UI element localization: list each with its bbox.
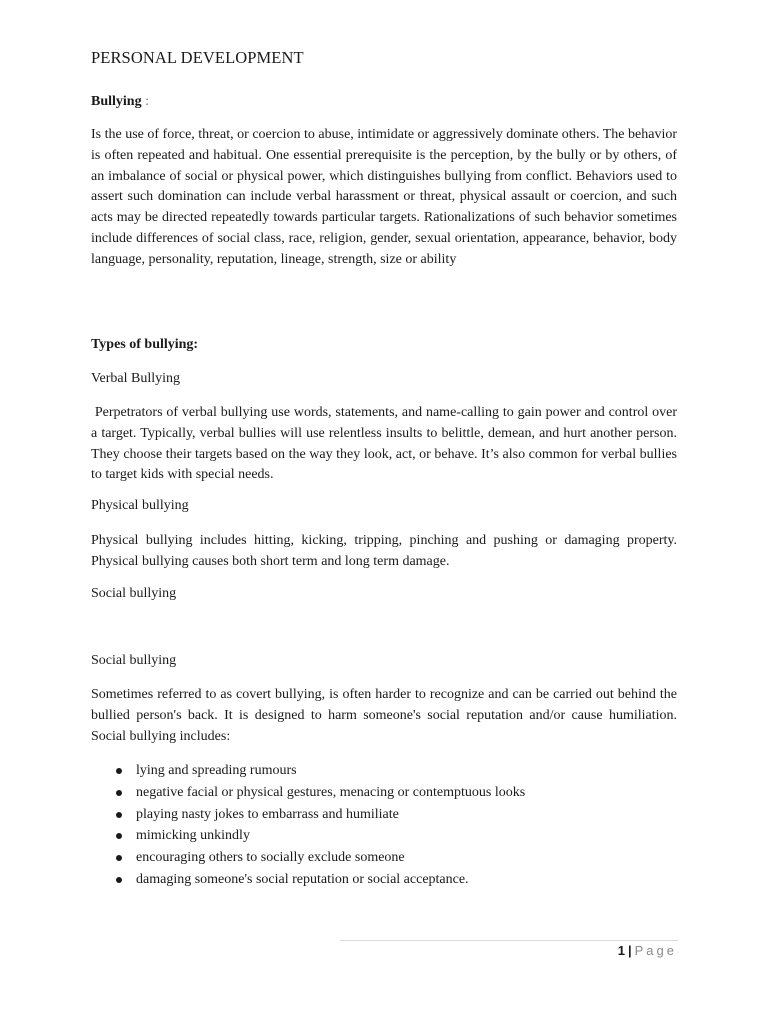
list-item: [112, 760, 525, 782]
list-item: [112, 847, 525, 869]
list-item-text: playing nasty jokes to embarrass and humiliate: [136, 806, 399, 822]
physical-bullying-text: Physical bullying includes hitting, kicking, tripping, pinching and pushing or damaging property. Physical bullying causes both short term and long term damage.: [91, 533, 677, 569]
list-item-text: lying and spreading rumours: [136, 763, 297, 778]
page-label: Page: [634, 943, 677, 958]
bullet-icon: [116, 812, 122, 818]
bullet-icon: [116, 790, 122, 796]
verbal-bullying-heading: Verbal Bullying: [91, 371, 181, 386]
physical-bullying-heading: Physical bullying: [91, 498, 189, 513]
list-item: [112, 804, 525, 826]
social-bullying-text: Sometimes referred to as covert bullying, is often harder to recognize and can be carried out behind the bullied person's back. It is designed to harm someone's social reputation and/or cause humiliation. Social bullying includes:: [91, 687, 677, 744]
bullying-definition: Is the use of force, threat, or coercion to abuse, intimidate or aggressively dominate others. The behavior is often repeated and habitual. One essential prerequisite is the perception, by the bully or by others, of an imbalance of social or physical power, which distinguishes bullying from conflict. Behaviors used to assert such domination can include verbal harassment or threat, physical assault or coercion, and such acts may be directed repeatedly towards particular targets. Rationalizations of such behavior sometimes include differences of social class, race, religion, gender, sexual orientation, appearance, behavior, body language, personality, reputation, lineage, strength, size or ability: [91, 127, 677, 267]
list-item-text: encouraging others to socially exclude someone: [136, 850, 405, 866]
list-item: [112, 825, 525, 847]
social-bullying-heading: Social bullying: [91, 586, 177, 601]
bullet-icon: [116, 833, 122, 839]
bullying-heading-colon: :: [141, 94, 149, 109]
types-heading: Types of bullying:: [91, 337, 199, 352]
list-item-text: damaging someone's social reputation or social acceptance.: [136, 871, 469, 887]
bullying-heading: [91, 94, 149, 110]
verbal-bullying-text: Perpetrators of verbal bullying use words, statements, and name-calling to gain power and control over a target. Typically, verbal bullies will use relentless insults to belittle, demean, and hurt another person. They choose their targets based on the way they look, act, or behave. It’s also common for verbal bullies to target kids with special needs.: [91, 405, 677, 483]
page-number: 1: [617, 943, 625, 958]
bullet-icon: [116, 768, 122, 774]
list-item-text: negative facial or physical gestures, menacing or contemptuous looks: [136, 784, 526, 800]
page-title: PERSONAL DEVELOPMENT: [91, 48, 304, 67]
social-bullying-list: [112, 760, 525, 891]
list-item: [112, 869, 525, 891]
page-separator: |: [627, 943, 632, 958]
bullying-heading-label: Bullying: [91, 94, 142, 109]
bullet-icon: [116, 877, 122, 883]
bullet-icon: [116, 855, 122, 861]
list-item-text: mimicking unkindly: [136, 828, 250, 844]
page-footer: [618, 943, 677, 958]
social-bullying-heading-repeat: Social bullying: [91, 653, 177, 668]
footer-divider: [340, 940, 678, 941]
list-item: [112, 782, 525, 804]
